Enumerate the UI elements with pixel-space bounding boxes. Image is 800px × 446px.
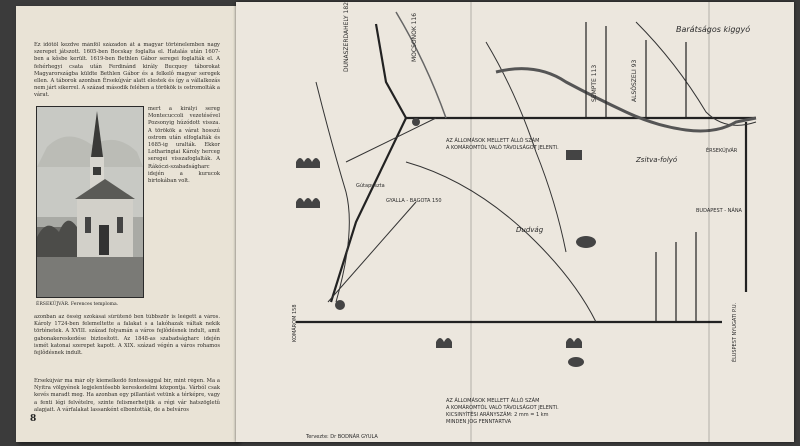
station-mid-0: GYALLA - BAGOTA 150 <box>386 198 442 204</box>
legend-bottom-1: A KOMÁROMTÓL VALÓ TÁVOLSÁGOT JELENTI. <box>446 405 559 411</box>
right-bottom-label: ÉLUSPEST NYUGATI P.U. <box>732 302 738 362</box>
legend-top-0: AZ ÁLLOMÁSOK MELLETT ÁLLÓ SZÁM <box>446 138 540 144</box>
station-right-1: BUDAPEST - NÁNA <box>696 208 742 214</box>
legend-bottom-3: MINDEN JOG FENNTARTVA <box>446 419 512 425</box>
bottom-left-label: KOMÁROM 158 <box>292 304 298 342</box>
legend-bottom-2: KICSINYÍTÉSI ARÁNYSZÁM: 2 mm = 1 km <box>446 412 549 418</box>
text-block-right: mert a királyi sereg Montecuccoli vezetésével Pozsonyig húzódott vissza. A törökök a várat hosszú ostrom után elfoglalták és 1685-ig uralták. Ekkor Lotharingiai Károly herceg seregei visszafoglalták. A Rákóczi-szabadságharc idején a kurucok birtokában volt. <box>148 106 220 185</box>
station-mid-1: Gútapuszta <box>356 183 385 189</box>
text-block-bottom: azonban az ôsség szokásai sûrûtenõ ben tûbbször is leégett a város. Károly 1724-ben felemeltette a falakat s a lakóhazak váltak nekik történetek. A XVIII. század folyamán a város fejlôdésnek indult, amit gabonakereskedése biztosított. Az 1848-as szabadságharc idején ismét katonai szerepet kapott. A XIX. század végén a város rohamos fejlôdésnek indult. <box>34 314 220 357</box>
text-block-top: Ez idôtôl kezdve mánfôl századon át a magyar történelemben nagy szerepet játszott. 1605-ben Bocskay foglalta el. Hatalás után 1607-ben a kôsbe került. 1619-ben Bethlen Gábor seregei foglalták el. A fehérhegyi csata után Ferdinánd király Bucquoy táborokat Magyarországba küldte Bethlen Gábor és a felkelô magyar seregek ellen. A táborok azonban Érsekújvár alatt elestek és így a vállalkozás nem járt sikerrel. A század második felében a törökök is ostromolták a várat. <box>34 42 220 99</box>
map-author: Tervezte: Dr BODNÁR GYULA <box>306 434 378 440</box>
photo-caption: ÉRSEKÚJVÁR. Ferences temploma. <box>36 302 119 307</box>
legend-top-1: A KOMÁROMTÓL VALÓ TÁVOLSÁGOT JELENTI. <box>446 145 559 151</box>
lower-river-label: Dudvág <box>516 226 544 234</box>
station-right-0: ÉRSEKÚJVÁR <box>706 148 738 154</box>
river-label: Zsitva-folyó <box>636 156 678 164</box>
foldout-map <box>236 2 794 442</box>
text-block-last: Érsekújvár ma már oly kiemelkedő fontossággal bír, mint régen. Ma a Nyitra völgyének legjelentôsebb kereskedelmi központja. Várból csak kevés maradt meg. Ha azonban egy pillantást vetünk a térképre, vagy a fenti légi felvételre, szinte felismerhetjük a régi vár hatszögletû alapjait. A várfalakat lassanként elbontották, de a belváros <box>34 378 220 413</box>
legend-bottom-0: AZ ÁLLOMÁSOK MELLETT ÁLLÓ SZÁM <box>446 398 540 404</box>
map-label-top-5: ALSÓSZELI 93 <box>631 59 638 102</box>
map-label-top-1: MOCSONOK 116 <box>411 12 418 62</box>
booklet-page <box>16 6 238 442</box>
map-label-top-0: DUNASZERDAHELY 182 <box>343 2 350 72</box>
creek-label: Barátságos kiggyó <box>676 25 751 34</box>
map-label-top-3: SEMPTE 113 <box>591 64 598 102</box>
church-photo <box>36 106 144 298</box>
page-number: 8 <box>30 414 37 424</box>
